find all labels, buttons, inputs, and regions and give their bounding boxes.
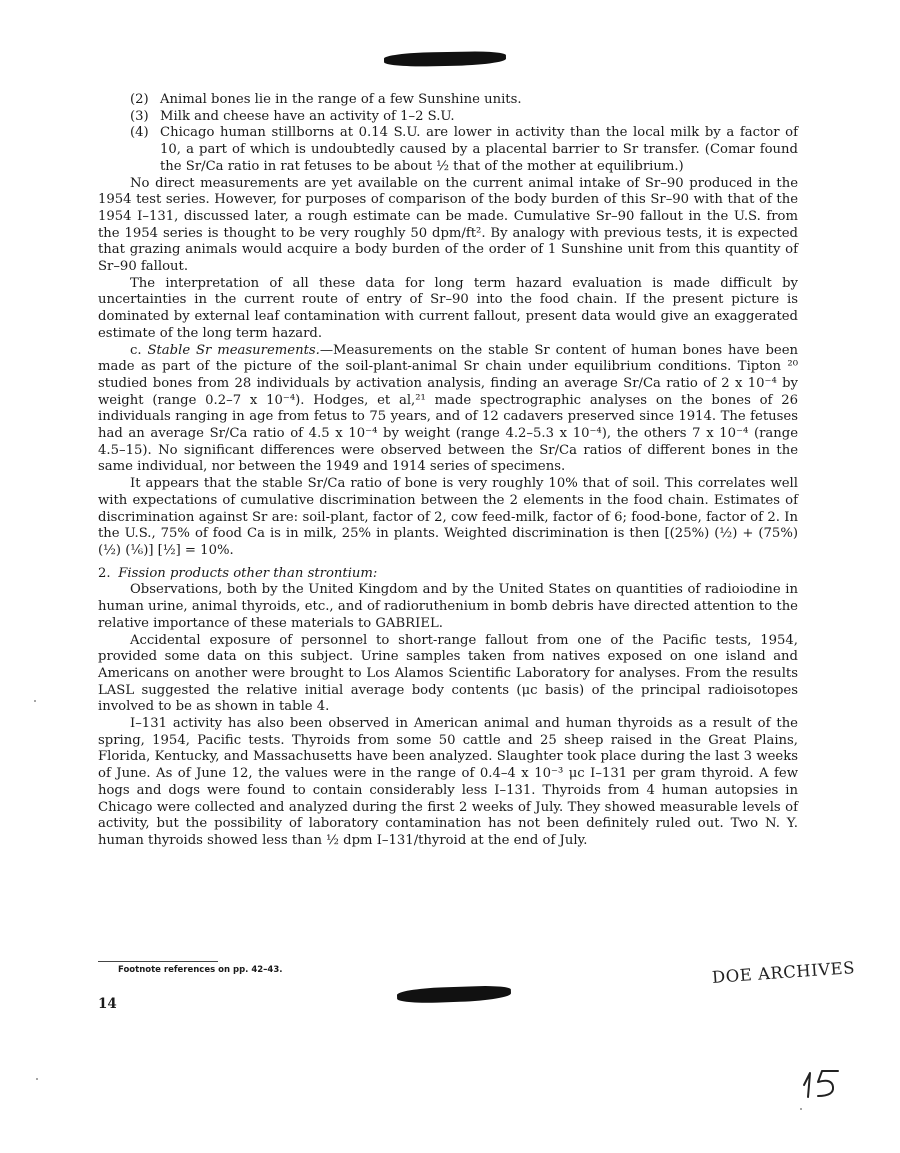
paragraph-sr90-intake: No direct measurements are yet available on the current animal intake of Sr–90 produced in the 1954 test series. However, for purposes of comparison of the body burden of this Sr–90 with that of the 1954 I–131, discussed later, a rough estimate can be made. Cumulative Sr–90 fallout in the U.S. from the 1954 series is thought to be very roughly 50 dpm/ft². By analogy with previous tests, it is expected that grazing animals would acquire a body burden of the order of 1 Sunshine unit from this quantity of Sr–90 fallout. xyxy=(98,175,798,275)
list-number: (4) xyxy=(130,125,149,141)
subsection-heading: Stable Sr measurements. xyxy=(147,342,320,358)
redaction-mark-bottom xyxy=(397,985,511,1004)
section-title: Fission products other than strontium: xyxy=(118,565,378,581)
list-number: (2) xyxy=(130,92,149,107)
scan-speck xyxy=(800,1108,802,1110)
paragraph-i131: I–131 activity has also been observed in American animal and human thyroids as a result of the spring, 1954, Pacific tests. Thyroids from some 50 cattle and 25 sheep raised in the Great Plains, Florida, Kentucky, and Massachusetts have been analyzed. Slaughter took place during the last 3 weeks of June. As of June 12, the values were in the range of 0.4–4 x 10⁻³ μc I–131 per gram thyroid. A few hogs and dogs were found to contain considerably less I–131. Thyroids from 4 human autopsies in Chicago were collected and analyzed during the first 2 weeks of July. They showed measurable levels of activity, but the possibility of laboratory contamination has not been definitely ruled out. Two N. Y. human thyroids showed less than ½ dpm I–131/thyroid at the end of July. xyxy=(98,716,798,848)
paragraph-stable-sr xyxy=(98,343,798,477)
footnote-divider xyxy=(98,961,218,962)
archive-stamp: DOE ARCHIVES xyxy=(711,958,856,987)
list-item xyxy=(130,92,798,109)
paragraph-accidental-exposure: Accidental exposure of personnel to short-range fallout from one of the Pacific tests, 1954, provided some data on this subject. Urine samples taken from natives exposed on one island and Americans on another were brought to Los Alamos Scientific Laboratory for analyses. From the results LASL suggested the relative initial average body contents (μc basis) of the principal radioisotopes involved to be as shown in table 4. xyxy=(98,632,798,715)
footnote: Footnote references on pp. 42–43. xyxy=(118,965,283,975)
list-text: Animal bones lie in the range of a few Sunshine units. xyxy=(160,92,522,107)
paragraph-observations: Observations, both by the United Kingdom and by the United States on quantities of radioiodine in human urine, animal thyroids, etc., and of radioruthenium in bomb debris have directed attention to the relative importance of these materials to GABRIEL. xyxy=(98,582,798,631)
paragraph-discrimination: It appears that the stable Sr/Ca ratio of bone is very roughly 10% that of soil. This correlates well with expectations of cumulative discrimination between the 2 elements in the food chain. Estimates of discrimination against Sr are: soil-plant, factor of 2, cow feed-milk, factor of 6; food-bone, factor of 2. In the U.S., 75% of food Ca is in milk, 25% in plants. Weighted discrimination is then [(25%) (½) + (75%) (½) (⅙)] [½] = 10%. xyxy=(98,476,798,558)
section-heading xyxy=(98,566,798,583)
scan-speck xyxy=(34,700,36,702)
handwritten-page-number xyxy=(798,1065,846,1101)
section-number: 2. xyxy=(98,565,111,581)
subsection-body: —Measurements on the stable Sr content of human bones have been made as part of the picture of the soil-plant-animal Sr chain under equilibrium conditions. Tipton ²⁰ studied bones from 28 individuals by activation analysis, finding an average Sr/Ca ratio of 2 x 10⁻⁴ by weight (range 0.2–7 x 10⁻⁴). Hodges, et al,²¹ made spectrographic analyses on the bones of 26 individuals ranging in age from fetus to 75 years, and of 12 cadavers preserved since 1914. The fetuses had an average Sr/Ca ratio of 4.5 x 10⁻⁴ by weight (range 4.2–5.3 x 10⁻⁴), the others 7 x 10⁻⁴ (range 4.5–15). No significant differences were observed between the Sr/Ca ratios of different bones in the same individual, nor between the 1949 and 1914 series of specimens. xyxy=(98,342,799,475)
page-number: 14 xyxy=(98,996,117,1012)
paragraph-interpretation: The interpretation of all these data for long term hazard evaluation is made difficult by uncertainties in the current route of entry of Sr–90 into the food chain. If the present picture is dominated by external leaf contamination with current fallout, present data would give an exaggerated estimate of the long term hazard. xyxy=(98,275,798,341)
scan-speck xyxy=(36,1078,38,1080)
list-text: Chicago human stillborns at 0.14 S.U. are lower in activity than the local milk by a factor of 10, a part of which is undoubtedly caused by a placental barrier to Sr transfer. (Comar found the Sr/Ca ratio in rat fetuses to be about ½ that of the mother at equilibrium.) xyxy=(160,125,798,174)
list-number: (3) xyxy=(130,108,149,124)
list-item xyxy=(130,125,798,175)
subsection-letter: c. xyxy=(130,342,148,358)
redaction-mark-top xyxy=(384,51,506,67)
document-body xyxy=(98,92,798,850)
list-item xyxy=(130,109,798,126)
list-text: Milk and cheese have an activity of 1–2 S.U. xyxy=(160,108,455,124)
